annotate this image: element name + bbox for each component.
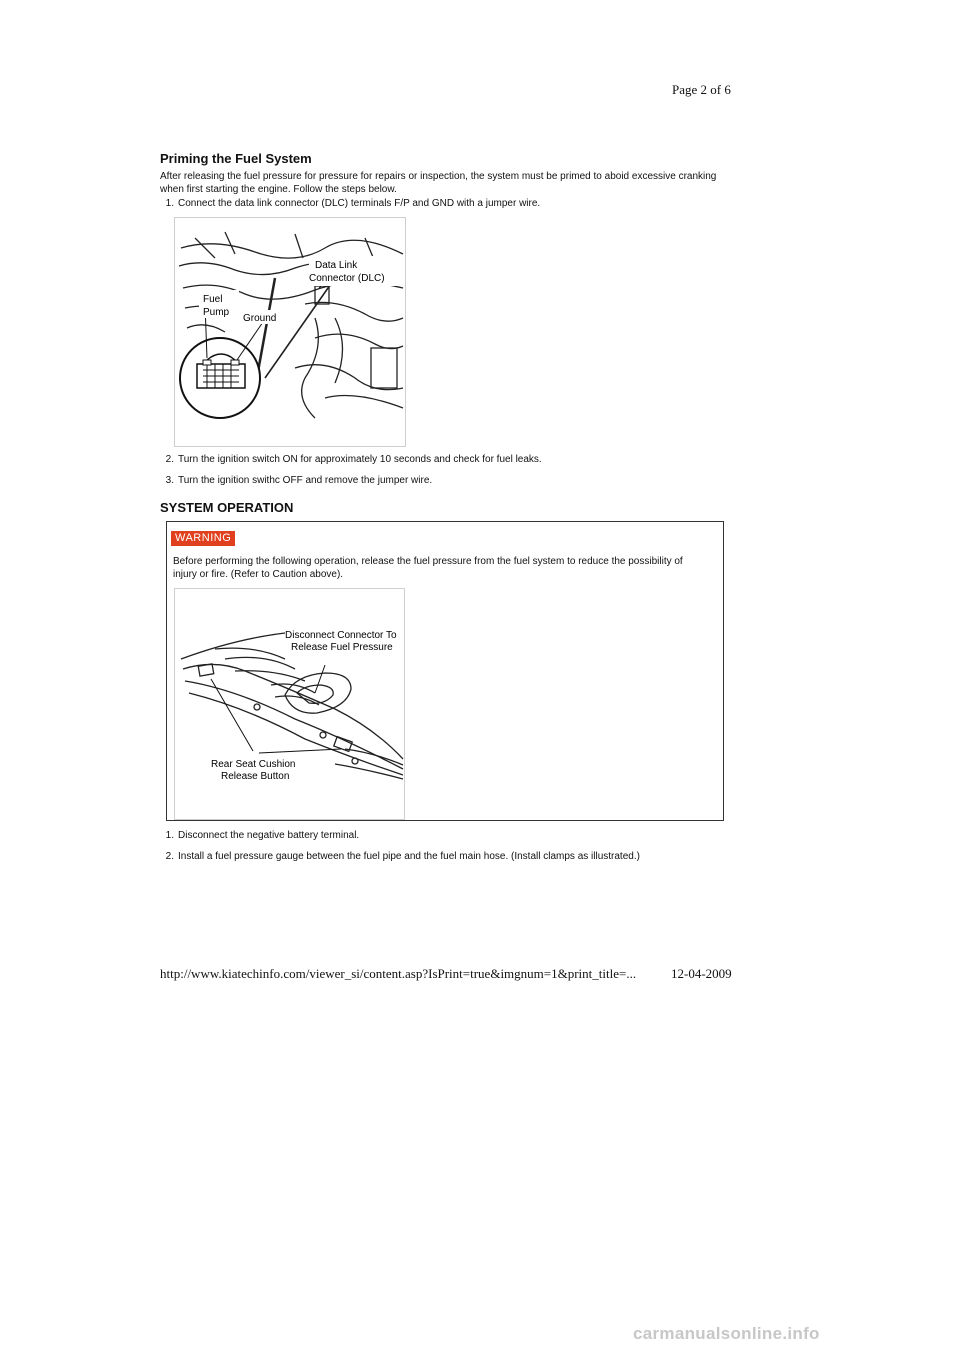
footer-date: 12-04-2009 — [671, 966, 732, 981]
intro-paragraph: After releasing the fuel pressure for pressure for repairs or inspection, the system must be primed to aboid excessive cranking when first starting the engine. Follow the steps below. — [160, 171, 717, 195]
label-disconnect-connector: Disconnect Connector To — [285, 630, 397, 641]
fuel-pump-connector-diagram — [174, 588, 405, 820]
step-item-3 — [160, 474, 432, 487]
step-item-1 — [160, 197, 540, 210]
step-item-5 — [160, 850, 640, 863]
warning-box — [166, 521, 724, 821]
label-data-link: Data Link — [315, 260, 358, 271]
step-text: Turn the ignition switch ON for approximately 10 seconds and check for fuel leaks. — [178, 454, 542, 465]
section-title-priming: Priming the Fuel System — [160, 151, 312, 166]
warning-text: Before performing the following operation, release the fuel pressure from the fuel system to reduce the possibility of injury or fire. (Refer to Caution above). — [173, 556, 683, 580]
step-number: 2. — [165, 851, 174, 862]
step-text: Turn the ignition swithc OFF and remove the jumper wire. — [178, 475, 433, 486]
warning-badge: WARNING — [171, 531, 235, 546]
label-fuel: Fuel — [203, 294, 223, 305]
label-pump: Pump — [203, 307, 230, 318]
step-item-2 — [160, 453, 542, 466]
step-number: 1. — [165, 830, 174, 841]
page-number: Page 2 of 6 — [672, 82, 731, 97]
step-item-4 — [160, 829, 359, 842]
step-text: Connect the data link connector (DLC) terminals F/P and GND with a jumper wire. — [178, 198, 541, 209]
section-title-system-operation: SYSTEM OPERATION — [160, 500, 294, 515]
watermark: carmanualsonline.info — [633, 1324, 820, 1343]
step-text: Install a fuel pressure gauge between the fuel pipe and the fuel main hose. (Install clamps as illustrated.) — [178, 851, 640, 862]
step-number: 1. — [165, 198, 174, 209]
label-rear-seat-cushion: Rear Seat Cushion — [211, 759, 296, 770]
label-ground: Ground — [243, 313, 277, 324]
step-number: 2. — [165, 454, 174, 465]
footer-url[interactable]: http://www.kiatechinfo.com/viewer_si/content.asp?IsPrint=true&imgnum=1&print_title=... — [160, 966, 637, 981]
label-connector-dlc: Connector (DLC) — [309, 273, 385, 284]
dlc-diagram — [174, 217, 406, 447]
step-text: Disconnect the negative battery terminal. — [178, 830, 360, 841]
step-number: 3. — [165, 475, 174, 486]
label-release-fuel-pressure: Release Fuel Pressure — [291, 642, 393, 653]
label-release-button: Release Button — [221, 771, 290, 782]
